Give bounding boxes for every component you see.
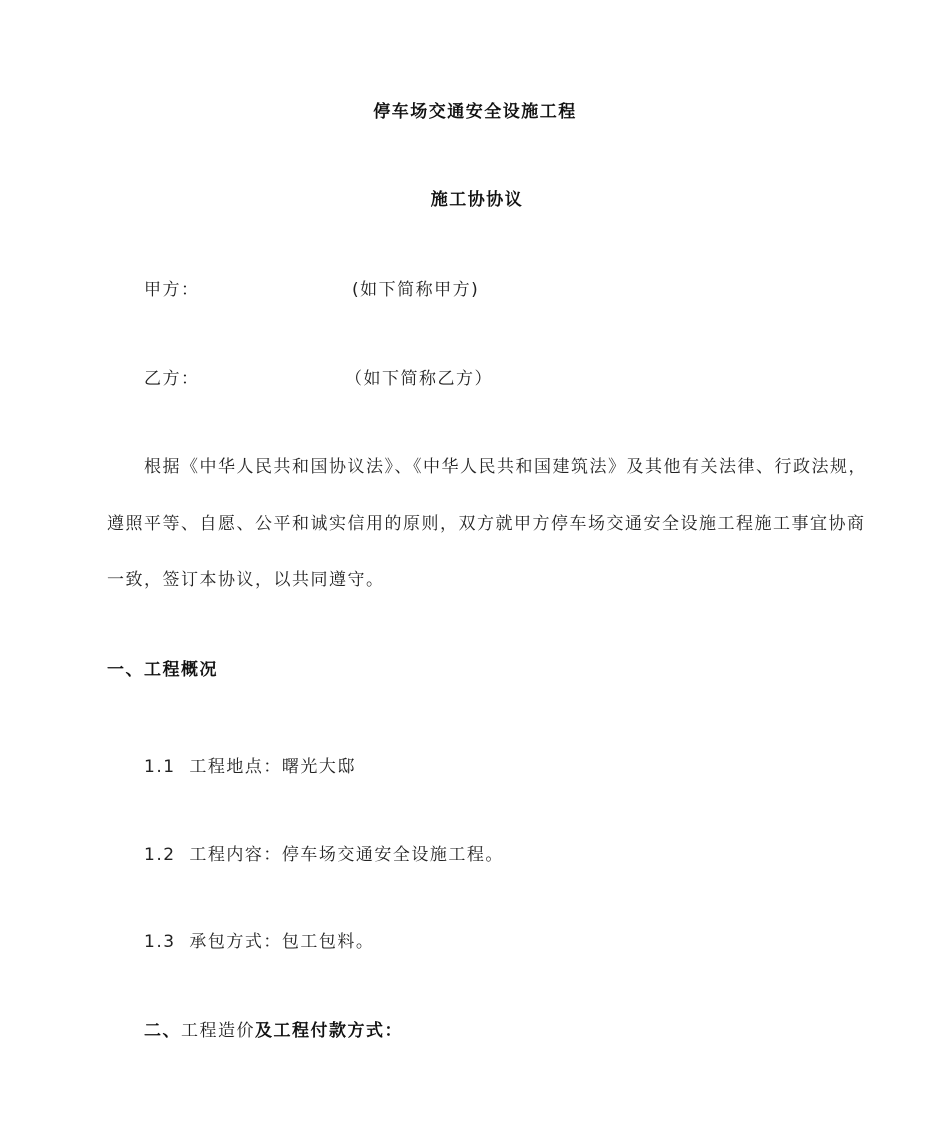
item-number: 1.3 — [144, 932, 176, 952]
item-text: 工程地点：曙光大邸 — [189, 757, 356, 777]
item-text: 工程内容：停车场交通安全设施工程。 — [189, 845, 504, 865]
party-a-note: (如下简称甲方) — [352, 280, 480, 300]
preamble-line-2: 遵照平等、自愿、公平和诚实信用的原则，双方就甲方停车场交通安全设施工程施工事宜协商 — [107, 514, 866, 534]
party-a-label: 甲方： — [144, 280, 200, 300]
preamble-line-3: 一致，签订本协议，以共同遵守。 — [107, 570, 385, 590]
item-number: 1.2 — [144, 845, 176, 865]
party-b-note: （如下简称乙方） — [345, 369, 493, 389]
section-item — [144, 755, 356, 779]
document-title: 停车场交通安全设施工程 — [373, 102, 577, 122]
preamble-line-1: 根据《中华人民共和国协议法》、《中华人民共和国建筑法》及其他有关法律、行政法规， — [144, 457, 867, 477]
section-2-heading — [144, 1019, 403, 1043]
section-2-prefix: 二、 — [144, 1021, 181, 1041]
section-1-heading: 一、工程概况 — [107, 660, 218, 680]
party-b-label: 乙方： — [144, 369, 200, 389]
item-number: 1.1 — [144, 757, 176, 777]
section-2-bold: 及工程付款方式： — [255, 1021, 403, 1041]
section-item — [144, 843, 504, 867]
section-2-normal: 工程造价 — [181, 1021, 255, 1041]
item-text: 承包方式：包工包料。 — [189, 932, 375, 952]
section-item — [144, 930, 374, 954]
document-subtitle: 施工协协议 — [430, 190, 524, 210]
